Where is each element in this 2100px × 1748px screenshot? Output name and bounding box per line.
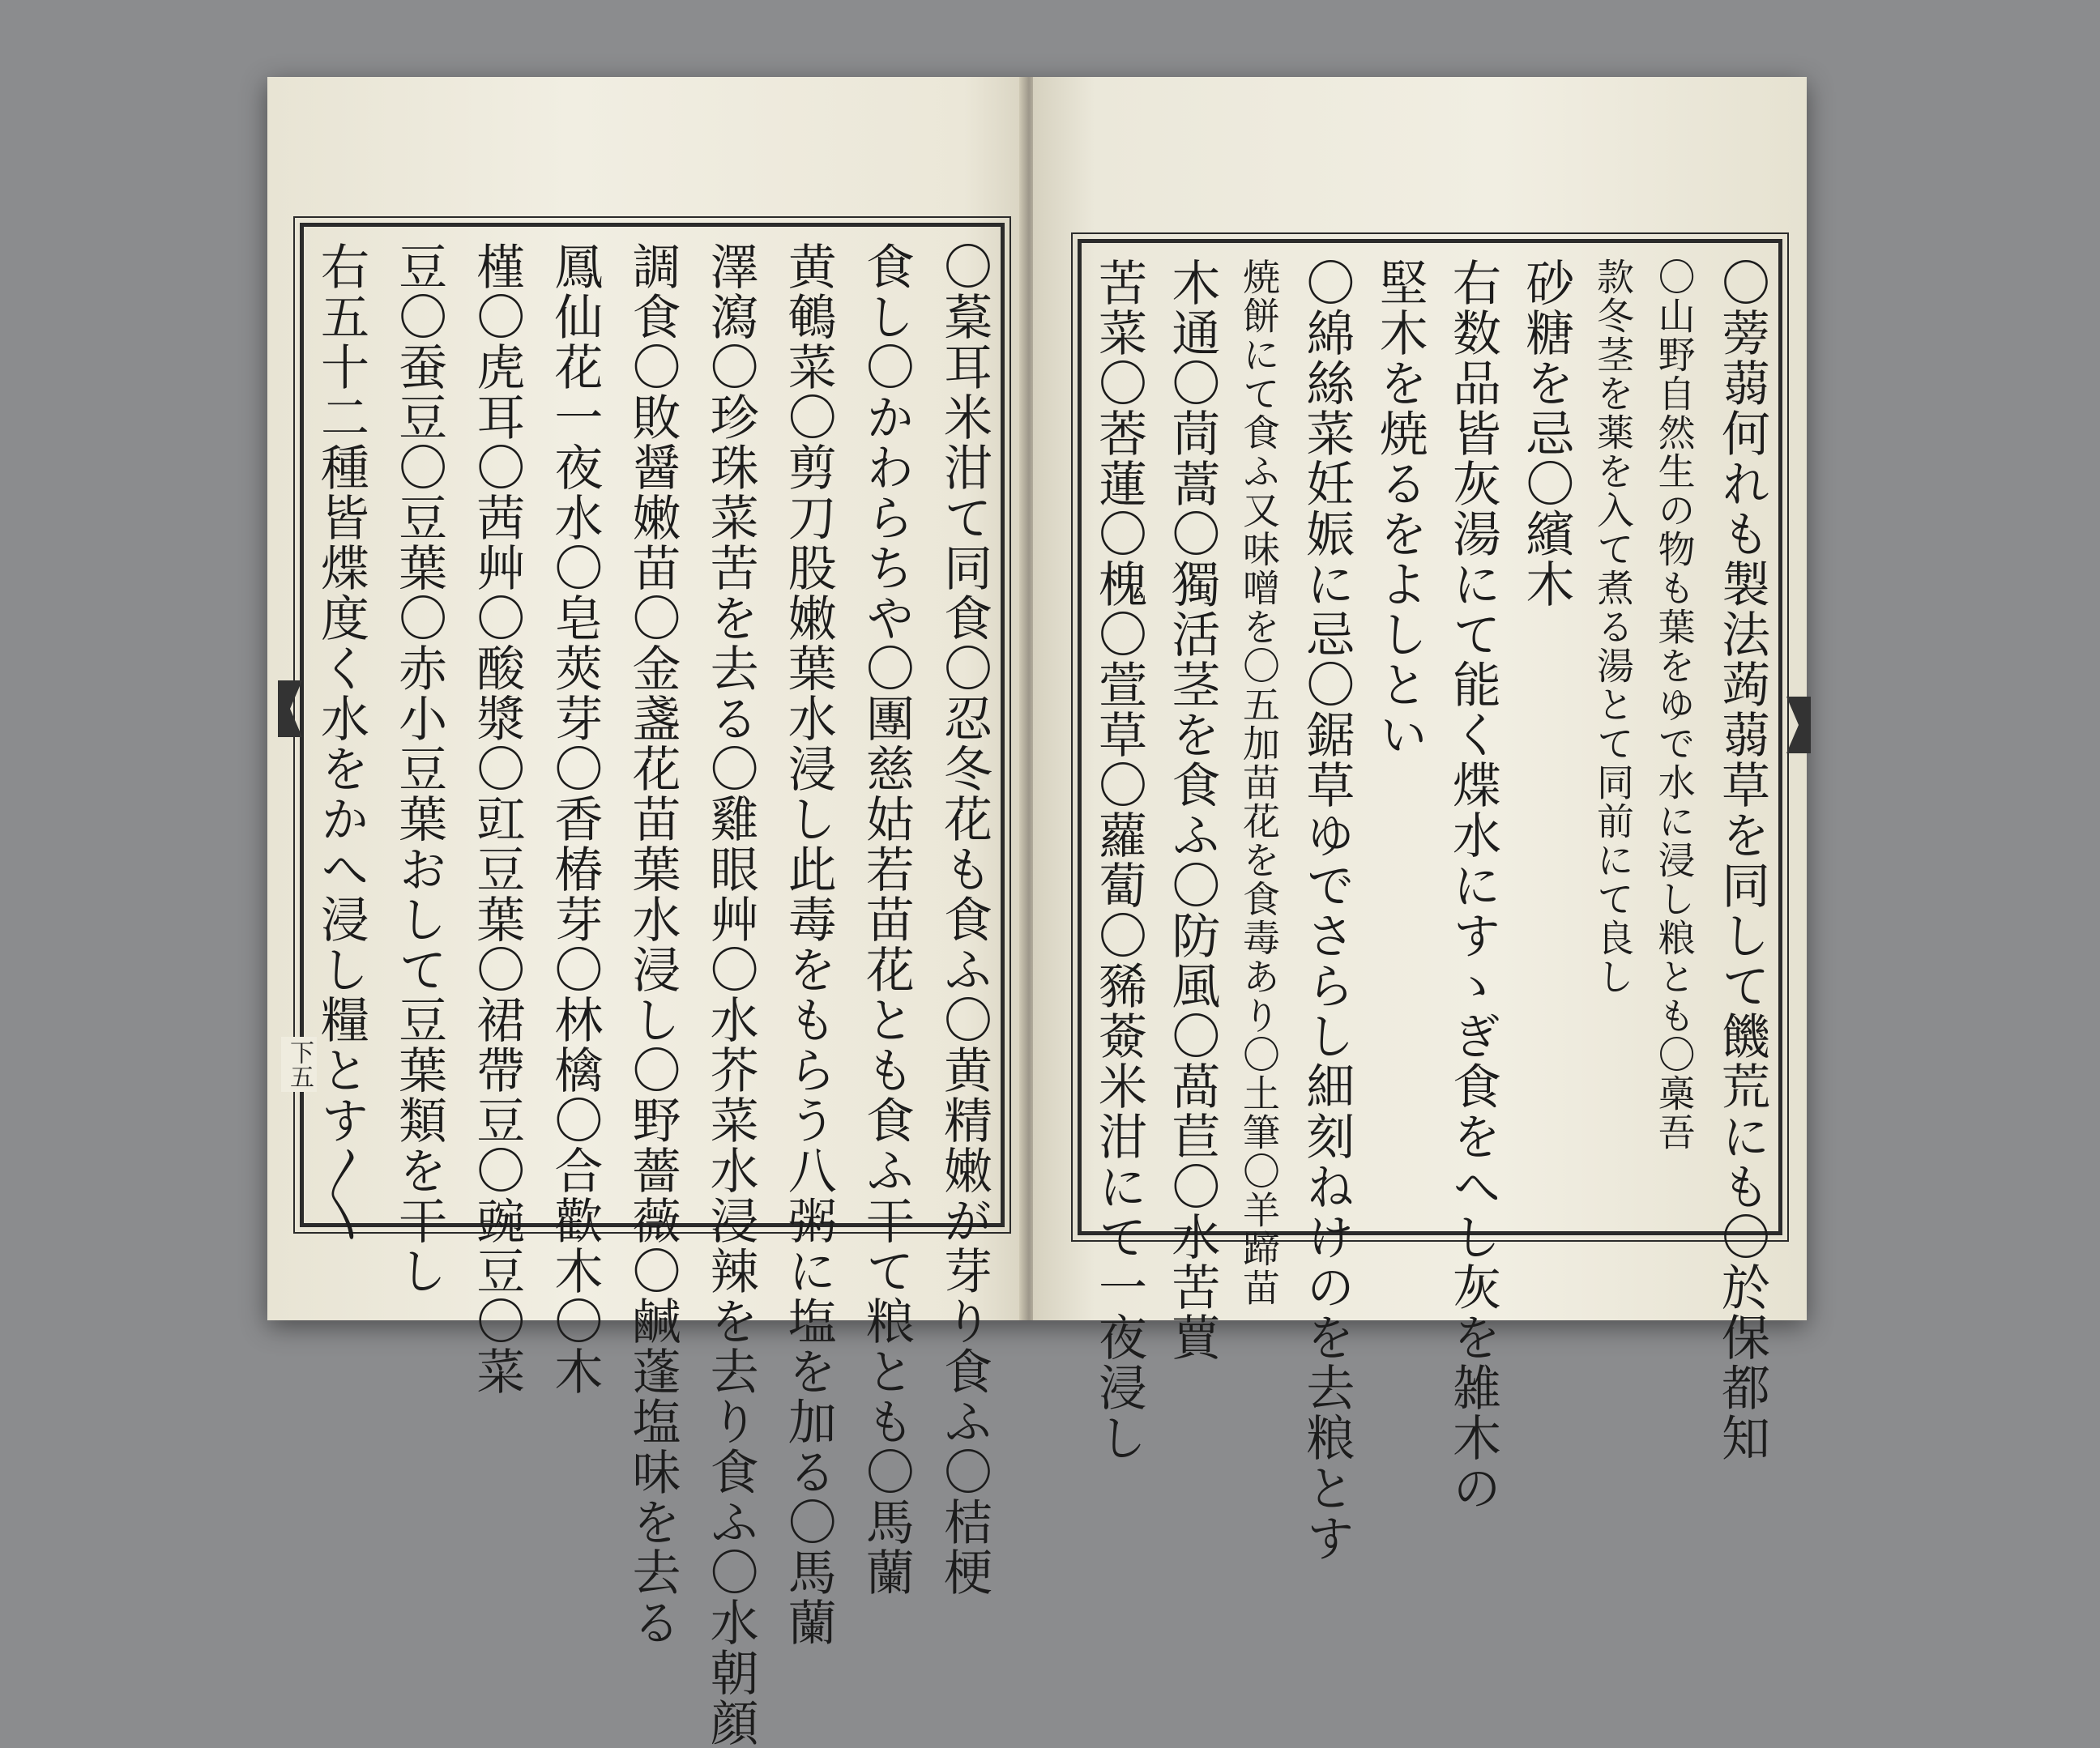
text-column: 〇綿絲菜妊娠に忌〇鋸草ゆでさらし細刻ねけのを去粮とす xyxy=(1298,258,1355,1563)
right-page-frame xyxy=(1078,239,1782,1563)
text-column: 豆〇蚕豆〇豆葉〇赤小豆葉おして豆葉類を干し xyxy=(391,241,448,1296)
text-column: 鳳仙花一夜水〇皂莢芽〇香椿芽〇林檎〇合歡木〇木 xyxy=(546,241,604,1396)
text-column: 堅木を焼るをよしとい xyxy=(1371,258,1428,760)
text-column: 〇蒡蒻何れも製法蒟蒻草を同して饑荒にも〇於保都知 xyxy=(1713,258,1770,1463)
text-column: 黄鵪菜〇剪刀股嫩葉水浸し此毒をもらう八粥に塩を加る〇馬蘭 xyxy=(779,241,837,1648)
text-column: 款冬茎を薬を入て煮る湯とて同前にて良し xyxy=(1591,258,1635,996)
text-column: 苦菜〇莕蓮〇槐〇萱草〇蘿蔔〇豨薟米泔にて一夜浸し xyxy=(1091,258,1147,1463)
left-page xyxy=(267,77,1025,1748)
text-column: 澤瀉〇珍珠菜苦を去る〇雞眼艸〇水芥菜水浸辣を去り食ふ〇水朝顔 xyxy=(702,241,759,1748)
text-column: 〇葈耳米泔て同食〇忍冬花も食ふ〇黄精嫩が芽り食ふ〇桔梗 xyxy=(936,241,992,1597)
text-column: 槿〇虎耳〇茜艸〇酸漿〇豇豆葉〇裙帶豆〇豌豆〇菜 xyxy=(468,241,526,1396)
fishtail-mark xyxy=(278,680,302,737)
text-column: 右数品皆灰湯にて能く煠水にすゝぎ食をへし灰を雑木の xyxy=(1445,258,1502,1513)
text-column: 木通〇茼蒿〇獨活茎を食ふ〇防風〇萵苣〇水苦蕒 xyxy=(1163,258,1221,1362)
folio-number: 下五 xyxy=(281,1037,317,1092)
text-column: 砂糖を忌〇繽木 xyxy=(1517,258,1575,609)
right-text-columns xyxy=(1091,258,1770,1563)
text-column: 焼餅にて食ふ又味噌を〇五加苗花を食毒あり〇土筆〇羊蹄苗 xyxy=(1236,258,1281,1307)
book-spread xyxy=(267,77,1807,1748)
left-page-frame xyxy=(285,223,1005,1748)
text-column: 調食〇敗醤嫩苗〇金盞花苗葉水浸し〇野薔薇〇鹹蓬塩味を去る xyxy=(624,241,681,1648)
text-column: 右五十二種皆煠度く水をかへ浸し糧とす〳〵 xyxy=(313,241,369,1244)
left-text-columns xyxy=(313,241,992,1748)
text-column: 食し〇かわらちや〇團慈姑若苗花とも食ふ干て粮とも〇馬蘭 xyxy=(857,241,915,1597)
text-column: 〇山野自然生の物も葉をゆで水に浸し粮とも〇槀吾 xyxy=(1652,258,1697,1152)
